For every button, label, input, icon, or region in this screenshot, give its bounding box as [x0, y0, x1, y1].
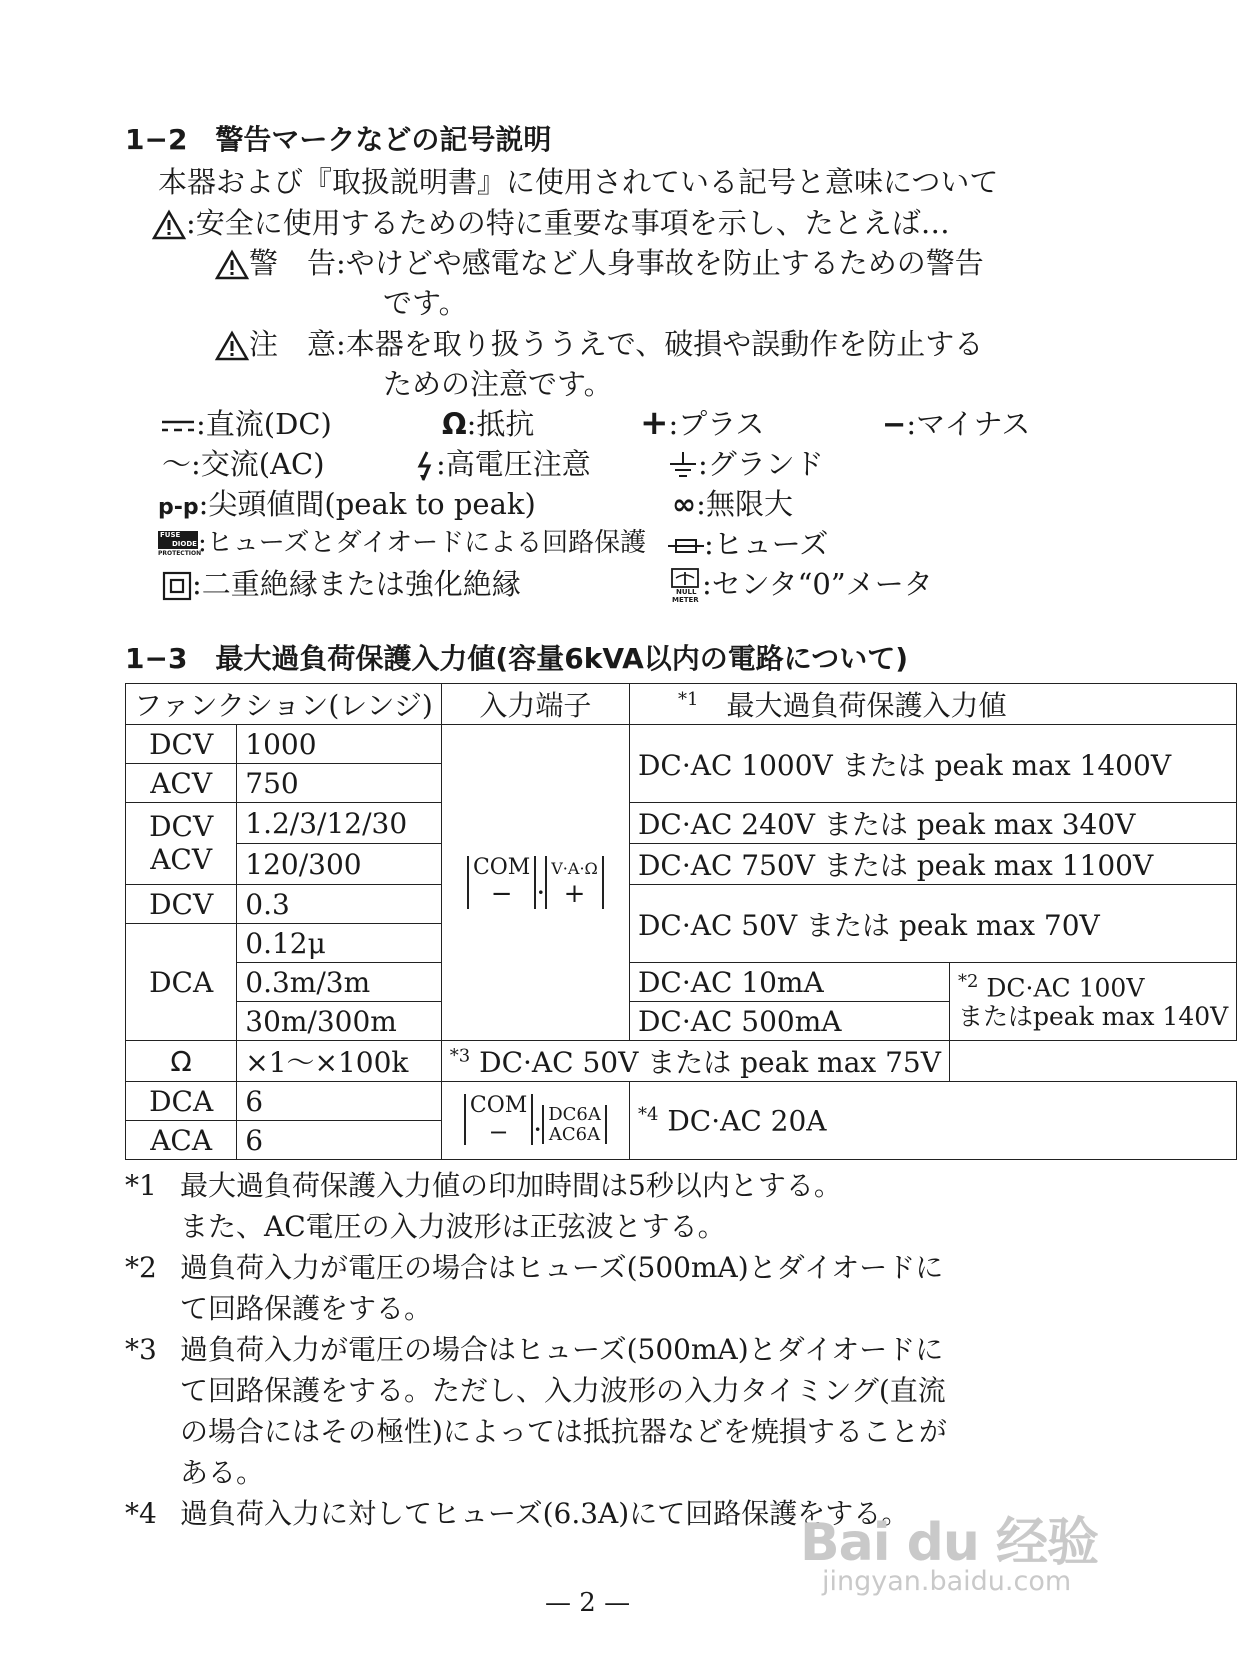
ground-icon	[668, 450, 698, 482]
watermark-brand: Bai du 经验	[800, 1513, 1098, 1573]
caution-label: 注 意	[249, 327, 337, 361]
header-terminal: 入力端子	[441, 684, 629, 725]
note-3: *3 過負荷入力が電圧の場合はヒューズ(500mA)とダイオードに	[125, 1333, 944, 1366]
note-4: *4 過負荷入力に対してヒューズ(6.3A)にて回路保護をする。	[125, 1497, 910, 1530]
symbol-inf: ∞:無限大	[672, 487, 793, 521]
symbol-pp: p-p:尖頭値間(peak to peak)	[158, 487, 536, 521]
terminal-com-6a: COM − · DC6A AC6A	[441, 1082, 629, 1160]
table-row: ACV 750	[126, 764, 1237, 803]
terminal-com: COM −	[467, 856, 536, 909]
section-title-1-2: 1−2 警告マークなどの記号説明	[125, 123, 552, 156]
ohm-icon: Ω	[442, 407, 467, 441]
overload-table	[125, 683, 1237, 1160]
header-function: ファンクション(レンジ)	[126, 684, 442, 725]
table-row: Ω ×1〜×100k $^{*3}$ DC·AC 50V または peak max 75V	[126, 1041, 1237, 1082]
table-row: DCV 1000 COM − ·V·A·Ω + DC·AC 1000V または peak max 1400V	[126, 725, 1237, 764]
warning-row	[215, 241, 984, 282]
warn-general-text: :安全に使用するための特に重要な事項を示し、たとえば…	[186, 206, 950, 240]
note-1: *1 最大過負荷保護入力値の印加時間は5秒以内とする。	[125, 1169, 842, 1202]
warning-triangle-icon	[152, 210, 186, 240]
table-row: 0.3m/3m DC·AC 10mA $^{*2}$ DC·AC 100V またはpeak max 140V	[126, 963, 1237, 1002]
page-number: — 2 —	[545, 1588, 631, 1618]
table-header-row	[126, 684, 1237, 725]
terminal-com-vao: COM − ·V·A·Ω +	[441, 725, 629, 1041]
table-row: DCA 0.12μ	[126, 924, 1237, 963]
symbol-minus: −:マイナス	[882, 407, 1031, 441]
table-row: DCV 0.3 DC·AC 50V または peak max 70V	[126, 885, 1237, 924]
null-meter-icon: NULL METER	[668, 568, 702, 604]
symbol-null-meter: NULL METER :センタ“0”メータ	[668, 562, 933, 604]
warning-triangle-icon	[215, 250, 249, 280]
symbol-fuse: :ヒューズ	[668, 522, 828, 563]
warning-text-cont: です。	[383, 286, 468, 320]
symbol-ohm: Ω:抵抗	[442, 407, 535, 441]
notes: *1 最大過負荷保護入力値の印加時間は5秒以内とする。 また、AC電圧の入力波形は正弦波とする。 *2 過負荷入力が電圧の場合はヒューズ(500mA)とダイオードに て回路保護をする。 *3 過負荷入力が電圧の場合はヒューズ(500mA)とダイオードに て回路保護をする。ただし、入力波形の入力タイミング(直流 の場合にはその極性)によっては抵抗器などを焼損することが ある。 *4 過負荷入力に対してヒューズ(6.3A)にて回路保護をする。	[125, 1164, 947, 1533]
fuse-icon	[668, 536, 704, 556]
terminal-vao: V·A·Ω +	[545, 856, 604, 909]
caution-text: :本器を取り扱ううえで、破損や誤動作を防止する	[336, 327, 984, 361]
symbol-double-insulation: :二重絶縁または強化絶縁	[162, 562, 521, 603]
watermark-url: jingyan.baidu.com	[822, 1566, 1072, 1597]
note2-cell: $^{*2}$ DC·AC 100V またはpeak max 140V	[949, 963, 1236, 1041]
pp-icon: p-p	[158, 495, 199, 520]
note-2: *2 過負荷入力が電圧の場合はヒューズ(500mA)とダイオードに	[125, 1251, 944, 1284]
table-row: 120/300 DC·AC 750V または peak max 1100V	[126, 844, 1237, 885]
minus-icon: −	[882, 407, 907, 441]
dc-icon	[160, 415, 196, 437]
table-row: ACA 6	[126, 1121, 1237, 1160]
symbol-dc: :直流(DC)	[160, 402, 332, 443]
double-insulation-icon	[162, 571, 192, 601]
warn-general-row	[152, 201, 950, 242]
table-row: DCV ACV 1.2/3/12/30 DC·AC 240V または peak max 340V	[126, 803, 1237, 844]
symbol-hv: :高電圧注意	[414, 442, 591, 483]
ac-icon: 〜	[162, 447, 192, 481]
warning-label: 警 告	[249, 246, 337, 280]
symbol-plus: +:プラス	[640, 403, 765, 443]
header-max: $^{*1}$ 最大過負荷保護入力値	[629, 684, 1236, 725]
symbol-fuse-diode: FUSE DIODE PROTECTION :ヒューズとダイオードによる回路保護	[158, 528, 647, 558]
lightning-icon	[414, 450, 436, 482]
warning-text: :やけどや感電など人身事故を防止するための警告	[336, 246, 984, 280]
infinity-icon: ∞	[672, 487, 697, 521]
section-title-1-3: 1−3 最大過負荷保護入力値(容量6kVA以内の電路について)	[125, 642, 909, 675]
table-row: DCA 6 COM − · DC6A AC6A $^{*4}$ DC·AC 20A	[126, 1082, 1237, 1121]
warning-triangle-icon	[215, 331, 249, 361]
intro-text: 本器および『取扱説明書』に使用されている記号と意味について	[158, 165, 999, 199]
symbol-ac: 〜:交流(AC)	[162, 447, 325, 481]
table-row: 30m/300m DC·AC 500mA	[126, 1002, 1237, 1041]
fuse-diode-icon: FUSE DIODE PROTECTION	[158, 531, 202, 557]
symbol-ground: :グランド	[668, 442, 824, 483]
caution-row	[215, 322, 983, 363]
caution-text-cont: ための注意です。	[383, 367, 613, 401]
terminal-com2: COM −	[464, 1094, 533, 1145]
plus-icon: +	[640, 403, 669, 443]
terminal-6a: DC6A AC6A	[542, 1105, 607, 1145]
